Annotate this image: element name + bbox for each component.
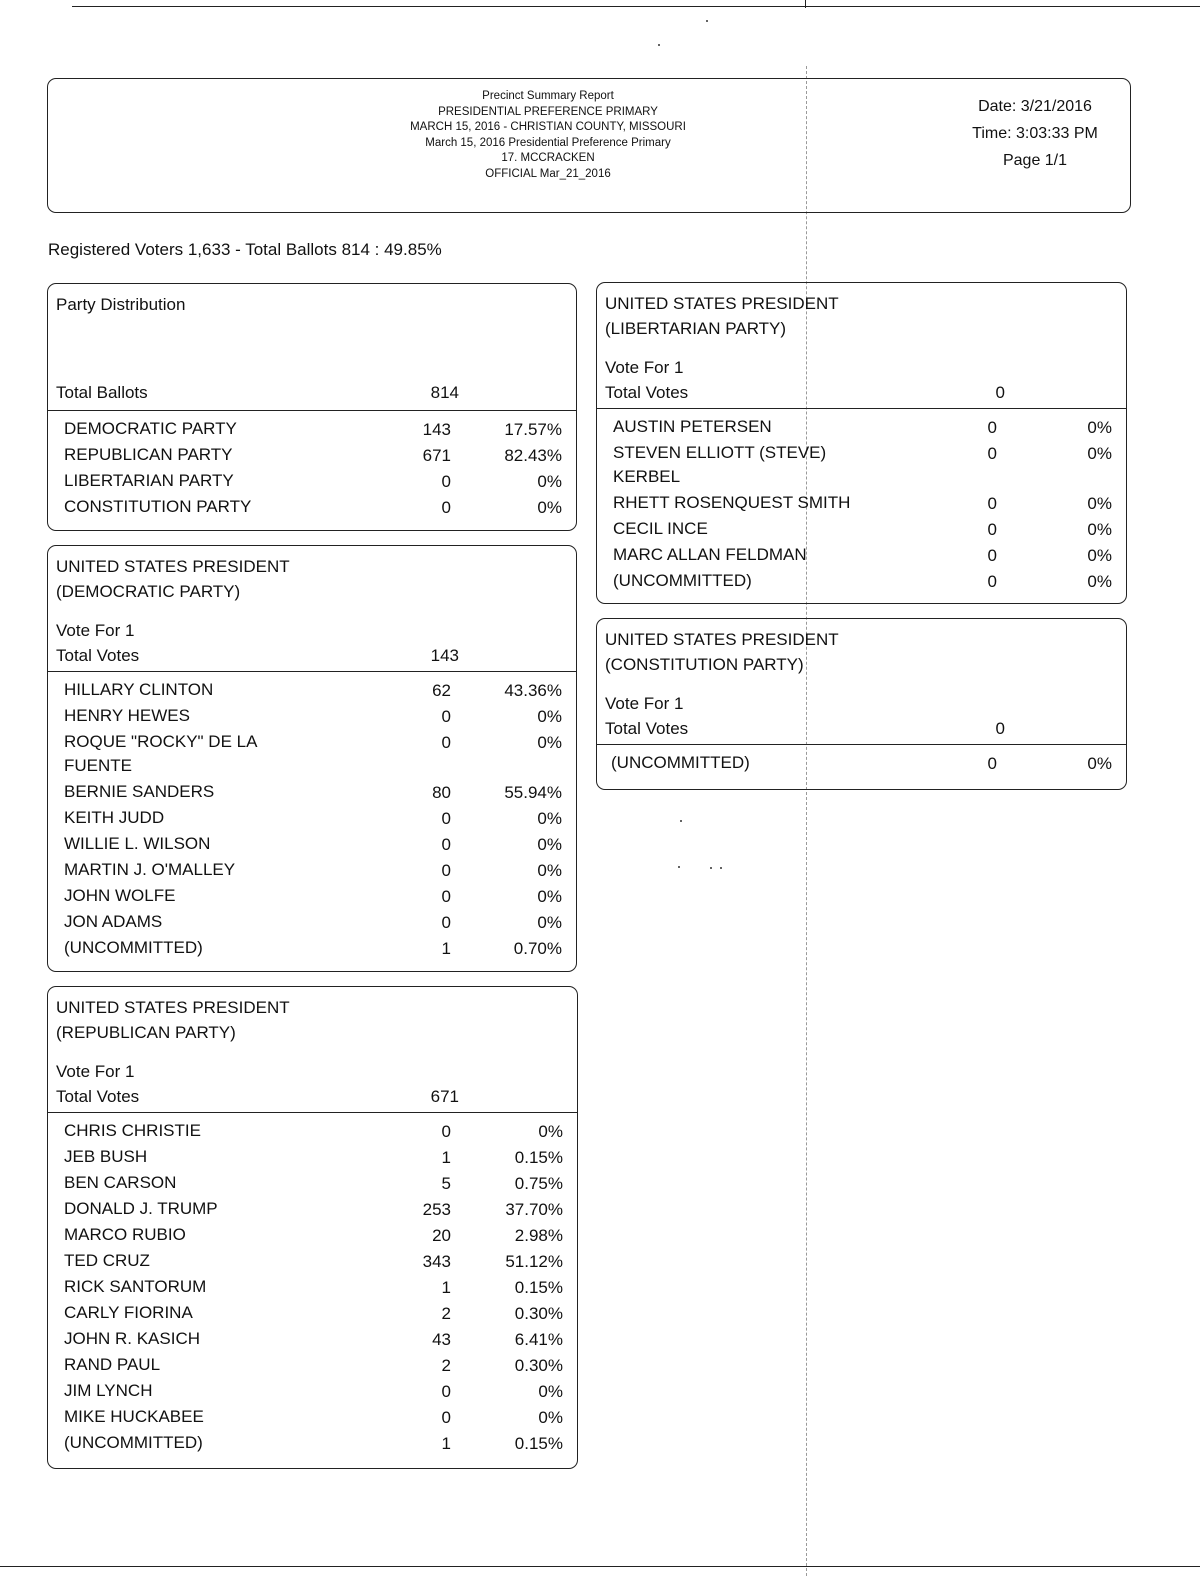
total-votes-row: [56, 1084, 577, 1110]
candidate-name: RICK SANTORUM: [64, 1277, 207, 1296]
votes: 0: [987, 444, 997, 463]
republican-contest-panel: [47, 986, 578, 1469]
constitution-contest-panel: [596, 618, 1127, 790]
candidate-row: [48, 910, 576, 936]
candidate-name: JOHN WOLFE: [64, 886, 176, 905]
candidate-name: BEN CARSON: [64, 1173, 177, 1192]
votes: 0: [987, 546, 997, 565]
total-label: Total Votes: [605, 383, 689, 402]
percent: 17.57%: [504, 420, 562, 439]
party-name: LIBERTARIAN PARTY: [64, 471, 234, 490]
candidate-name: MARTIN J. O'MALLEY: [64, 860, 236, 879]
candidate-name: BERNIE SANDERS: [64, 782, 215, 801]
candidate-rows: [48, 1113, 577, 1463]
candidate-row: [48, 884, 576, 910]
candidate-row: [48, 1275, 577, 1301]
percent: 55.94%: [504, 783, 562, 802]
votes: 0: [441, 861, 451, 880]
candidate-name: MARCO RUBIO: [64, 1225, 186, 1244]
contest-title: UNITED STATES PRESIDENT: [56, 998, 290, 1017]
candidate-row: [48, 1223, 577, 1249]
party-name: DEMOCRATIC PARTY: [64, 419, 237, 438]
percent: 0%: [538, 1122, 563, 1141]
scan-edge-line-bottom: [0, 1566, 1200, 1567]
percent: 2.98%: [514, 1226, 563, 1245]
candidate-name: CECIL INCE: [613, 519, 708, 538]
election-description: March 15, 2016 Presidential Preference Primary: [425, 136, 671, 149]
candidate-row: [48, 858, 576, 884]
candidate-row: [597, 751, 1126, 777]
table-row: [48, 443, 576, 469]
scan-speck: [680, 820, 682, 822]
candidate-row: [48, 806, 576, 832]
candidate-name: MARC ALLAN FELDMAN: [613, 545, 807, 564]
percent: 37.70%: [505, 1200, 563, 1219]
percent: 0.70%: [513, 939, 562, 958]
report-title-block: [268, 89, 828, 182]
percent: 82.43%: [504, 446, 562, 465]
candidate-name: TED CRUZ: [64, 1251, 150, 1270]
candidate-name: KEITH JUDD: [64, 808, 165, 827]
total-label: Total Votes: [56, 1087, 140, 1106]
percent: 0.15%: [514, 1148, 563, 1167]
votes: 20: [432, 1226, 451, 1245]
vote-for: Vote For 1: [56, 621, 135, 640]
candidate-row: [48, 936, 576, 962]
total-value: 0: [995, 383, 1005, 402]
percent: 0%: [537, 733, 562, 752]
candidate-row: [48, 1431, 577, 1457]
scan-speck: [710, 867, 712, 869]
percent: 0.30%: [514, 1304, 563, 1323]
party-subtitle: (REPUBLICAN PARTY): [56, 1023, 236, 1042]
candidate-row: [48, 1171, 577, 1197]
candidate-name: JIM LYNCH: [64, 1381, 153, 1400]
candidate-row: [48, 832, 576, 858]
percent: 0%: [537, 809, 562, 828]
percent: 0%: [537, 913, 562, 932]
votes: 253: [422, 1200, 451, 1219]
report-time: Time: 3:03:33 PM: [972, 125, 1098, 142]
contest-title: UNITED STATES PRESIDENT: [56, 557, 290, 576]
percent: 0.15%: [514, 1278, 563, 1297]
total-value: 814: [430, 383, 459, 402]
votes: 1: [441, 939, 451, 958]
report-meta: [950, 93, 1120, 174]
candidate-row: [48, 1405, 577, 1431]
scan-speck: [678, 866, 680, 868]
votes: 0: [987, 418, 997, 437]
votes: 0: [441, 887, 451, 906]
candidate-row: [48, 1145, 577, 1171]
report-title: Precinct Summary Report: [482, 90, 614, 102]
candidate-name: DONALD J. TRUMP: [64, 1199, 218, 1218]
party-subtitle: (LIBERTARIAN PARTY): [605, 319, 787, 338]
candidate-name: JEB BUSH: [64, 1147, 148, 1166]
candidate-name: (UNCOMMITTED): [64, 1433, 203, 1452]
vote-for: Vote For 1: [605, 358, 684, 377]
scan-edge-tick: [805, 0, 806, 8]
percent: 0.75%: [514, 1174, 563, 1193]
candidate-name: JOHN R. KASICH: [64, 1329, 201, 1348]
candidate-rows: [48, 672, 576, 968]
precinct-name: 17. MCCRACKEN: [501, 152, 595, 164]
candidate-name: CARLY FIORINA: [64, 1303, 193, 1322]
votes: 0: [987, 572, 997, 591]
candidate-name: MIKE HUCKABEE: [64, 1407, 204, 1426]
candidate-row: [48, 704, 576, 730]
contest-title: UNITED STATES PRESIDENT: [605, 294, 839, 313]
candidate-name: HILLARY CLINTON: [64, 680, 214, 699]
contest-title: UNITED STATES PRESIDENT: [605, 630, 839, 649]
candidate-row: [597, 415, 1126, 441]
percent: 43.36%: [504, 681, 562, 700]
official-status: OFFICIAL Mar_21_2016: [485, 167, 611, 180]
scan-speck: [658, 44, 660, 46]
percent: 0.30%: [514, 1356, 563, 1375]
candidate-row: [48, 678, 576, 704]
candidate-name: (UNCOMMITTED): [64, 938, 203, 957]
total-votes-row: [56, 643, 576, 669]
percent: 0%: [538, 1382, 563, 1401]
candidate-row: [48, 1327, 577, 1353]
scan-speck: [720, 867, 722, 869]
votes: 1: [441, 1148, 451, 1167]
percent: 0%: [537, 472, 562, 491]
vote-for: Vote For 1: [56, 1062, 135, 1081]
ballots: 0: [441, 472, 451, 491]
candidate-row: [48, 780, 576, 806]
candidate-row: [48, 1353, 577, 1379]
percent: 0%: [1087, 572, 1112, 591]
percent: 0%: [537, 887, 562, 906]
total-ballots-row: [56, 380, 576, 406]
votes: 1: [441, 1434, 451, 1453]
total-votes-row: [605, 380, 1126, 406]
votes: 0: [441, 1122, 451, 1141]
election-date-county: MARCH 15, 2016 - CHRISTIAN COUNTY, MISSOURI: [410, 121, 686, 133]
party-name: CONSTITUTION PARTY: [64, 497, 252, 516]
candidate-row: [48, 1379, 577, 1405]
total-label: Total Votes: [56, 646, 140, 665]
candidate-row: [48, 730, 576, 780]
table-row: [48, 469, 576, 495]
candidate-name: HENRY HEWES: [64, 706, 190, 725]
percent: 0.15%: [514, 1434, 563, 1453]
party-name: REPUBLICAN PARTY: [64, 445, 233, 464]
percent: 6.41%: [514, 1330, 563, 1349]
total-value: 143: [430, 646, 459, 665]
votes: 0: [441, 1408, 451, 1427]
report-date: Date: 3/21/2016: [978, 98, 1092, 115]
panel-title: Party Distribution: [56, 295, 186, 314]
scan-edge-line: [72, 6, 1200, 7]
candidate-name: WILLIE L. WILSON: [64, 834, 211, 853]
candidate-name-line1: STEVEN ELLIOTT (STEVE): [613, 443, 827, 462]
party-rows: [48, 411, 576, 527]
percent: 0%: [537, 707, 562, 726]
table-row: [48, 417, 576, 443]
candidate-name-line2: FUENTE: [64, 756, 132, 775]
page-number: Page 1/1: [1002, 152, 1068, 169]
votes: 2: [441, 1356, 451, 1375]
percent: 0%: [537, 498, 562, 517]
percent: 0%: [538, 1408, 563, 1427]
percent: 0%: [1087, 494, 1112, 513]
votes: 0: [441, 809, 451, 828]
total-label: Total Ballots: [56, 383, 148, 402]
votes: 0: [441, 835, 451, 854]
candidate-name: JON ADAMS: [64, 912, 163, 931]
ballots: 143: [422, 420, 451, 439]
candidate-name: (UNCOMMITTED): [611, 753, 750, 772]
votes: 0: [441, 913, 451, 932]
election-name: PRESIDENTIAL PREFERENCE PRIMARY: [438, 105, 658, 118]
candidate-row: [597, 491, 1126, 517]
total-votes-row: [605, 716, 1126, 742]
candidate-row: [597, 441, 1126, 491]
votes: 0: [987, 754, 997, 773]
percent: 0%: [537, 861, 562, 880]
libertarian-contest-panel: [596, 282, 1127, 604]
votes: 80: [432, 783, 451, 802]
candidate-rows: [597, 409, 1126, 601]
candidate-name: RAND PAUL: [64, 1355, 161, 1374]
candidate-row: [48, 1301, 577, 1327]
report-header: [47, 78, 1131, 213]
votes: 0: [441, 707, 451, 726]
votes: 343: [422, 1252, 451, 1271]
percent: 0%: [1087, 546, 1112, 565]
candidate-row: [48, 1197, 577, 1223]
votes: 43: [432, 1330, 451, 1349]
percent: 51.12%: [505, 1252, 563, 1271]
democratic-contest-panel: [47, 545, 577, 972]
votes: 2: [441, 1304, 451, 1323]
percent: 0%: [1087, 520, 1112, 539]
total-value: 671: [430, 1087, 459, 1106]
candidate-name: (UNCOMMITTED): [613, 571, 752, 590]
percent: 0%: [1087, 754, 1112, 773]
votes: 0: [987, 494, 997, 513]
candidate-row: [48, 1249, 577, 1275]
vote-for: Vote For 1: [605, 694, 684, 713]
candidate-row: [597, 517, 1126, 543]
percent: 0%: [537, 835, 562, 854]
party-subtitle: (CONSTITUTION PARTY): [605, 655, 804, 674]
total-value: 0: [995, 719, 1005, 738]
candidate-name-line2: KERBEL: [613, 467, 681, 486]
party-distribution-panel: [47, 283, 577, 531]
candidate-name: RHETT ROSENQUEST SMITH: [613, 493, 851, 512]
votes: 5: [441, 1174, 451, 1193]
candidate-name: AUSTIN PETERSEN: [613, 417, 772, 436]
candidate-row: [597, 543, 1126, 569]
percent: 0%: [1087, 444, 1112, 463]
registered-voters-summary: Registered Voters 1,633 - Total Ballots 814 : 49.85%: [48, 240, 442, 259]
scan-speck: [706, 20, 708, 22]
percent: 0%: [1087, 418, 1112, 437]
candidate-name: [613, 441, 826, 489]
votes: 62: [432, 681, 451, 700]
ballots: 671: [422, 446, 451, 465]
ballots: 0: [441, 498, 451, 517]
candidate-row: [48, 1119, 577, 1145]
votes: 0: [987, 520, 997, 539]
candidate-name: CHRIS CHRISTIE: [64, 1121, 201, 1140]
votes: 0: [441, 1382, 451, 1401]
party-subtitle: (DEMOCRATIC PARTY): [56, 582, 241, 601]
table-row: [48, 495, 576, 521]
candidate-name: [64, 730, 257, 778]
votes: 0: [441, 733, 451, 752]
votes: 1: [441, 1278, 451, 1297]
candidate-name-line1: ROQUE "ROCKY" DE LA: [64, 732, 258, 751]
candidate-rows: [597, 745, 1126, 783]
candidate-row: [597, 569, 1126, 595]
total-label: Total Votes: [605, 719, 689, 738]
